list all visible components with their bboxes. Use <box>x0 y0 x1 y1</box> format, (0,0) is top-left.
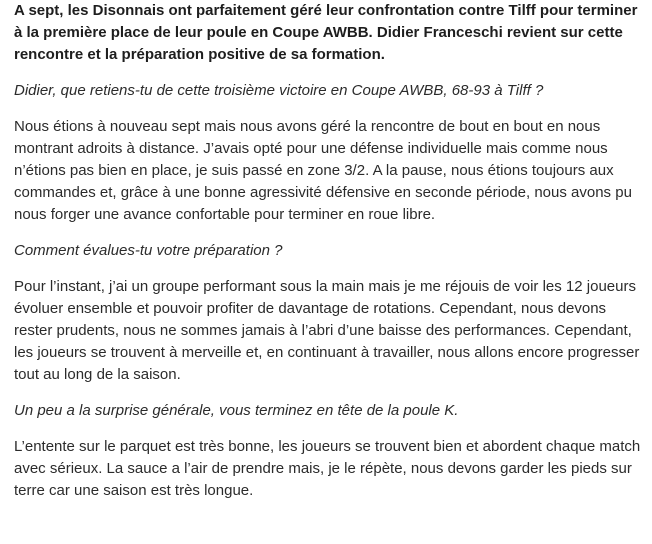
interview-question-3: Un peu a la surprise générale, vous terminez en tête de la poule K. <box>14 402 459 419</box>
interview-answer-2: Pour l’instant, j’ai un groupe performant sous la main mais je me réjouis de voir les 12 joueurs évoluer ensemble et pouvoir profiter de davantage de rotations. Cependant, nous devons rester prudents, nous ne sommes jamais à l’abri d’une baisse des performances. Cependant, les joueurs se trouvent à merveille et, en continuant à travailler, nous allons encore progresser tout au long de la saison. <box>14 278 640 383</box>
article-intro: A sept, les Disonnais ont parfaitement géré leur confrontation contre Tilff pour terminer à la première place de leur poule en Coupe AWBB. Didier Franceschi revient sur cette rencontre et la préparation positive de sa formation. <box>14 2 638 63</box>
interview-question-1: Didier, que retiens-tu de cette troisième victoire en Coupe AWBB, 68-93 à Tilff ? <box>14 82 544 99</box>
interview-question-2: Comment évalues-tu votre préparation ? <box>14 242 283 259</box>
interview-answer-1: Nous étions à nouveau sept mais nous avons géré la rencontre de bout en bout en nous montrant adroits à distance. J’avais opté pour une défense individuelle mais comme nous n’étions pas bien en place, je suis passé en zone 3/2. A la pause, nous étions toujours aux commandes et, grâce à une bonne agressivité défensive en seconde période, nous avons pu nous forger une avance confortable pour terminer en roue libre. <box>14 118 632 223</box>
interview-answer-3: L’entente sur le parquet est très bonne, les joueurs se trouvent bien et abordent chaque match avec sérieux. La sauce a l’air de prendre mais, je le répète, nous devons garder les pieds sur terre car une saison est très longue. <box>14 438 641 499</box>
